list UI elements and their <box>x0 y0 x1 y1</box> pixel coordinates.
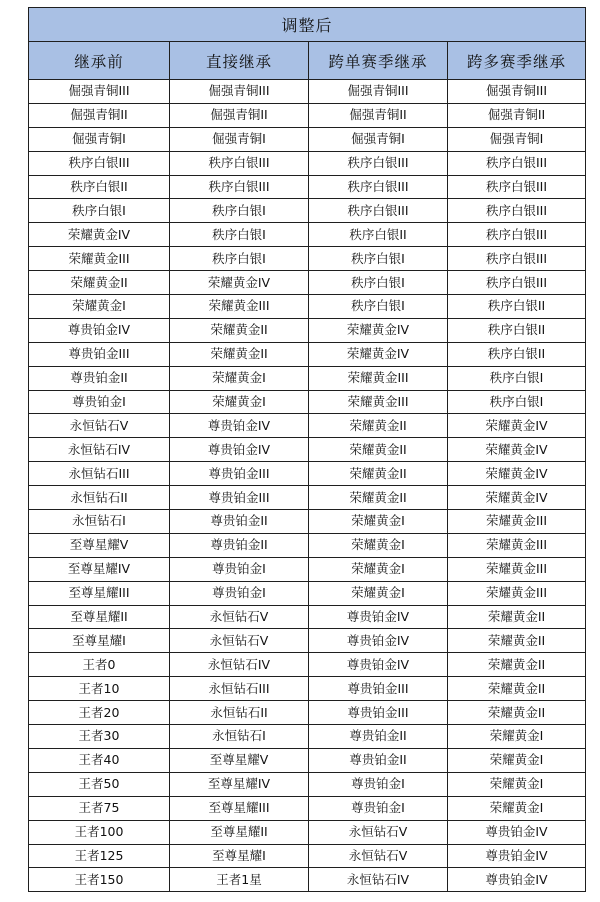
cell-direct: 尊贵铂金II <box>170 533 309 557</box>
cell-before: 荣耀黄金IV <box>29 223 170 247</box>
cell-before: 倔强青铜II <box>29 103 170 127</box>
cell-single-season: 荣耀黄金I <box>309 557 448 581</box>
cell-direct: 至尊星耀V <box>170 748 309 772</box>
cell-multi-season: 秩序白银III <box>448 199 586 223</box>
cell-direct: 荣耀黄金II <box>170 318 309 342</box>
cell-direct: 倔强青铜III <box>170 80 309 104</box>
cell-before: 永恒钻石V <box>29 414 170 438</box>
table-row <box>29 295 586 319</box>
cell-multi-season: 荣耀黄金I <box>448 772 586 796</box>
table-row <box>29 390 586 414</box>
cell-multi-season: 秩序白银III <box>448 247 586 271</box>
cell-multi-season: 荣耀黄金II <box>448 629 586 653</box>
cell-before: 王者40 <box>29 748 170 772</box>
cell-before: 尊贵铂金II <box>29 366 170 390</box>
cell-before: 荣耀黄金I <box>29 295 170 319</box>
cell-single-season: 倔强青铜III <box>309 80 448 104</box>
cell-before: 荣耀黄金III <box>29 247 170 271</box>
cell-single-season: 尊贵铂金IV <box>309 653 448 677</box>
cell-multi-season: 秩序白银III <box>448 175 586 199</box>
cell-before: 王者20 <box>29 701 170 725</box>
table-row <box>29 510 586 534</box>
cell-single-season: 尊贵铂金I <box>309 796 448 820</box>
table-row <box>29 557 586 581</box>
cell-direct: 至尊星耀IV <box>170 772 309 796</box>
cell-single-season: 秩序白银III <box>309 175 448 199</box>
table-row <box>29 701 586 725</box>
cell-multi-season: 荣耀黄金II <box>448 701 586 725</box>
cell-multi-season: 尊贵铂金IV <box>448 868 586 892</box>
cell-direct: 王者1星 <box>170 868 309 892</box>
cell-single-season: 尊贵铂金III <box>309 701 448 725</box>
cell-single-season: 荣耀黄金IV <box>309 318 448 342</box>
table-row <box>29 318 586 342</box>
table-row <box>29 629 586 653</box>
cell-before: 秩序白银I <box>29 199 170 223</box>
cell-direct: 永恒钻石II <box>170 701 309 725</box>
table-row <box>29 796 586 820</box>
cell-multi-season: 荣耀黄金IV <box>448 414 586 438</box>
cell-direct: 荣耀黄金I <box>170 390 309 414</box>
table-row <box>29 653 586 677</box>
cell-multi-season: 尊贵铂金IV <box>448 820 586 844</box>
cell-before: 尊贵铂金I <box>29 390 170 414</box>
cell-before: 至尊星耀I <box>29 629 170 653</box>
cell-direct: 荣耀黄金IV <box>170 271 309 295</box>
cell-before: 尊贵铂金IV <box>29 318 170 342</box>
column-header-before: 继承前 <box>29 42 170 80</box>
cell-direct: 永恒钻石I <box>170 725 309 749</box>
cell-before: 王者30 <box>29 725 170 749</box>
cell-before: 永恒钻石II <box>29 486 170 510</box>
cell-multi-season: 倔强青铜II <box>448 103 586 127</box>
cell-before: 王者10 <box>29 677 170 701</box>
cell-multi-season: 荣耀黄金III <box>448 510 586 534</box>
cell-multi-season: 秩序白银I <box>448 390 586 414</box>
cell-multi-season: 荣耀黄金IV <box>448 438 586 462</box>
table-row <box>29 486 586 510</box>
cell-direct: 倔强青铜I <box>170 127 309 151</box>
cell-multi-season: 秩序白银II <box>448 342 586 366</box>
cell-multi-season: 秩序白银II <box>448 295 586 319</box>
cell-single-season: 永恒钻石V <box>309 844 448 868</box>
table-row <box>29 462 586 486</box>
cell-direct: 永恒钻石V <box>170 629 309 653</box>
cell-single-season: 尊贵铂金II <box>309 725 448 749</box>
table-row <box>29 127 586 151</box>
table-row <box>29 772 586 796</box>
cell-before: 至尊星耀V <box>29 533 170 557</box>
table-header-row <box>29 42 586 80</box>
table-row <box>29 342 586 366</box>
cell-direct: 倔强青铜II <box>170 103 309 127</box>
cell-single-season: 荣耀黄金I <box>309 581 448 605</box>
cell-multi-season: 荣耀黄金III <box>448 557 586 581</box>
cell-single-season: 倔强青铜II <box>309 103 448 127</box>
cell-single-season: 尊贵铂金II <box>309 748 448 772</box>
column-header-multi-season: 跨多赛季继承 <box>448 42 586 80</box>
cell-multi-season: 秩序白银I <box>448 366 586 390</box>
table-row <box>29 271 586 295</box>
cell-direct: 尊贵铂金III <box>170 462 309 486</box>
column-header-direct: 直接继承 <box>170 42 309 80</box>
cell-before: 王者0 <box>29 653 170 677</box>
cell-direct: 尊贵铂金IV <box>170 438 309 462</box>
cell-direct: 至尊星耀II <box>170 820 309 844</box>
cell-before: 尊贵铂金III <box>29 342 170 366</box>
cell-before: 倔强青铜III <box>29 80 170 104</box>
cell-single-season: 荣耀黄金IV <box>309 342 448 366</box>
cell-direct: 荣耀黄金II <box>170 342 309 366</box>
cell-multi-season: 荣耀黄金II <box>448 605 586 629</box>
cell-multi-season: 荣耀黄金IV <box>448 486 586 510</box>
cell-before: 倔强青铜I <box>29 127 170 151</box>
cell-multi-season: 秩序白银III <box>448 223 586 247</box>
cell-multi-season: 秩序白银II <box>448 318 586 342</box>
cell-direct: 秩序白银I <box>170 199 309 223</box>
table-row <box>29 103 586 127</box>
column-header-single-season: 跨单赛季继承 <box>309 42 448 80</box>
cell-single-season: 荣耀黄金II <box>309 486 448 510</box>
cell-multi-season: 荣耀黄金I <box>448 725 586 749</box>
cell-single-season: 荣耀黄金I <box>309 510 448 534</box>
cell-multi-season: 荣耀黄金I <box>448 796 586 820</box>
table-body <box>29 80 586 892</box>
cell-single-season: 秩序白银III <box>309 199 448 223</box>
cell-single-season: 尊贵铂金IV <box>309 629 448 653</box>
cell-multi-season: 荣耀黄金IV <box>448 462 586 486</box>
cell-single-season: 秩序白银I <box>309 295 448 319</box>
cell-multi-season: 秩序白银III <box>448 271 586 295</box>
cell-direct: 尊贵铂金III <box>170 486 309 510</box>
cell-multi-season: 尊贵铂金IV <box>448 844 586 868</box>
cell-before: 永恒钻石III <box>29 462 170 486</box>
cell-single-season: 秩序白银I <box>309 247 448 271</box>
cell-before: 王者50 <box>29 772 170 796</box>
cell-multi-season: 倔强青铜I <box>448 127 586 151</box>
cell-single-season: 尊贵铂金III <box>309 677 448 701</box>
table-row <box>29 725 586 749</box>
cell-multi-season: 荣耀黄金III <box>448 581 586 605</box>
cell-direct: 永恒钻石V <box>170 605 309 629</box>
table-row <box>29 414 586 438</box>
table-row <box>29 199 586 223</box>
table-title-row <box>29 8 586 42</box>
table-row <box>29 175 586 199</box>
cell-before: 永恒钻石IV <box>29 438 170 462</box>
table-title: 调整后 <box>29 8 586 42</box>
cell-before: 王者75 <box>29 796 170 820</box>
cell-multi-season: 荣耀黄金I <box>448 748 586 772</box>
table-row <box>29 581 586 605</box>
cell-direct: 秩序白银I <box>170 223 309 247</box>
cell-direct: 荣耀黄金I <box>170 366 309 390</box>
cell-direct: 永恒钻石IV <box>170 653 309 677</box>
cell-before: 王者150 <box>29 868 170 892</box>
table-row <box>29 223 586 247</box>
cell-before: 秩序白银II <box>29 175 170 199</box>
table-row <box>29 80 586 104</box>
table-row <box>29 366 586 390</box>
cell-multi-season: 荣耀黄金II <box>448 653 586 677</box>
cell-before: 永恒钻石I <box>29 510 170 534</box>
rank-inheritance-table-container <box>28 7 585 892</box>
cell-direct: 尊贵铂金II <box>170 510 309 534</box>
cell-direct: 荣耀黄金III <box>170 295 309 319</box>
cell-single-season: 秩序白银I <box>309 271 448 295</box>
cell-single-season: 荣耀黄金III <box>309 390 448 414</box>
cell-single-season: 尊贵铂金I <box>309 772 448 796</box>
cell-direct: 尊贵铂金I <box>170 581 309 605</box>
cell-direct: 至尊星耀I <box>170 844 309 868</box>
cell-single-season: 荣耀黄金II <box>309 414 448 438</box>
cell-multi-season: 秩序白银III <box>448 151 586 175</box>
rank-inheritance-table <box>28 7 586 892</box>
table-row <box>29 868 586 892</box>
table-row <box>29 438 586 462</box>
table-row <box>29 748 586 772</box>
cell-before: 至尊星耀IV <box>29 557 170 581</box>
cell-before: 至尊星耀II <box>29 605 170 629</box>
cell-direct: 至尊星耀III <box>170 796 309 820</box>
table-row <box>29 533 586 557</box>
cell-single-season: 永恒钻石V <box>309 820 448 844</box>
cell-before: 王者125 <box>29 844 170 868</box>
cell-single-season: 荣耀黄金III <box>309 366 448 390</box>
cell-direct: 秩序白银III <box>170 151 309 175</box>
table-row <box>29 820 586 844</box>
table-row <box>29 844 586 868</box>
cell-single-season: 荣耀黄金II <box>309 462 448 486</box>
cell-single-season: 永恒钻石IV <box>309 868 448 892</box>
cell-direct: 永恒钻石III <box>170 677 309 701</box>
cell-single-season: 秩序白银II <box>309 223 448 247</box>
cell-multi-season: 荣耀黄金III <box>448 533 586 557</box>
cell-before: 荣耀黄金II <box>29 271 170 295</box>
cell-single-season: 倔强青铜I <box>309 127 448 151</box>
table-row <box>29 677 586 701</box>
cell-multi-season: 倔强青铜III <box>448 80 586 104</box>
cell-multi-season: 荣耀黄金II <box>448 677 586 701</box>
cell-before: 王者100 <box>29 820 170 844</box>
cell-direct: 尊贵铂金IV <box>170 414 309 438</box>
table-row <box>29 247 586 271</box>
cell-direct: 秩序白银III <box>170 175 309 199</box>
cell-single-season: 荣耀黄金II <box>309 438 448 462</box>
cell-single-season: 秩序白银III <box>309 151 448 175</box>
cell-single-season: 尊贵铂金IV <box>309 605 448 629</box>
table-row <box>29 605 586 629</box>
cell-before: 秩序白银III <box>29 151 170 175</box>
cell-before: 至尊星耀III <box>29 581 170 605</box>
cell-direct: 尊贵铂金I <box>170 557 309 581</box>
cell-direct: 秩序白银I <box>170 247 309 271</box>
cell-single-season: 荣耀黄金I <box>309 533 448 557</box>
table-row <box>29 151 586 175</box>
